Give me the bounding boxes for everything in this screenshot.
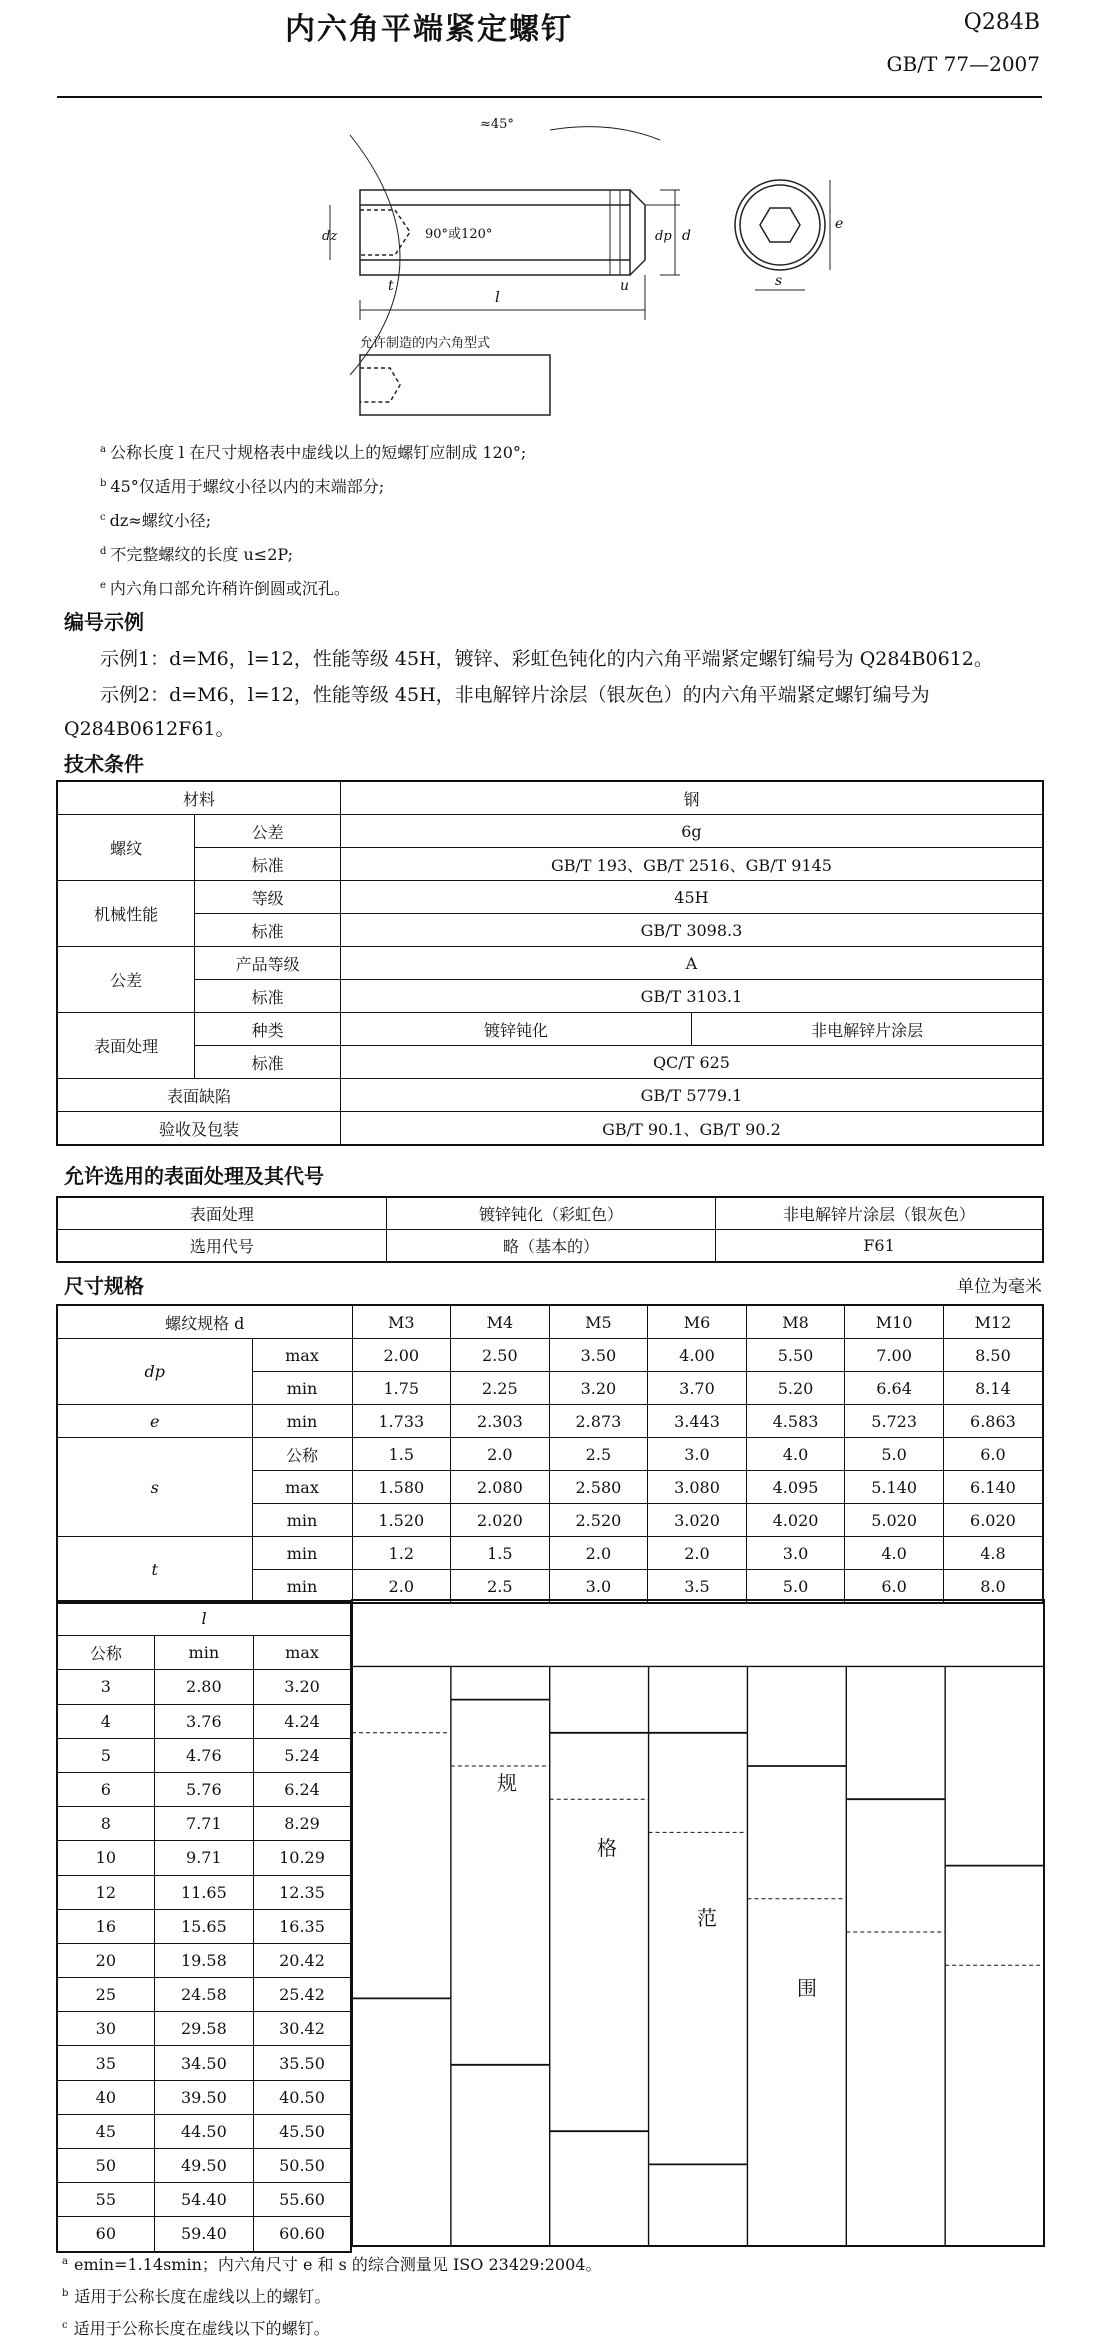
row-sub: max [252, 1471, 352, 1504]
tech-defect-label: 表面缺陷 [57, 1079, 340, 1112]
row-sub: min [252, 1504, 352, 1537]
angle-label-mid: 90°或120° [425, 227, 493, 242]
size-cell: 3.0 [746, 1537, 845, 1570]
length-row [57, 2149, 351, 2183]
length-row [57, 2114, 351, 2148]
s-row-label: s [57, 1438, 252, 1537]
size-cell: 5.020 [845, 1504, 944, 1537]
tech-cell: 45H [340, 881, 1043, 914]
length-cell: 20.42 [254, 1943, 351, 1977]
alt-socket-caption: 允许制造的内六角型式 [360, 336, 491, 351]
length-row [57, 2217, 351, 2252]
standard-number: GB/T 77—2007 [886, 52, 1040, 76]
tech-cell: 公差 [195, 815, 341, 848]
tech-mech-label: 机械性能 [57, 881, 195, 947]
size-cell: 3.020 [648, 1504, 747, 1537]
length-cell: 7.71 [154, 1807, 253, 1841]
length-cell: 30.42 [254, 2012, 351, 2046]
size-cell: 2.5 [549, 1438, 648, 1471]
size-cell: 3.0 [549, 1570, 648, 1604]
size-cell: 6.020 [943, 1504, 1043, 1537]
length-row [57, 1772, 351, 1806]
size-cell: 4.0 [845, 1537, 944, 1570]
size-cell: 2.00 [352, 1339, 451, 1372]
length-cell: 60.60 [254, 2217, 351, 2252]
size-cell: 6.64 [845, 1372, 944, 1405]
d-label: d [682, 228, 691, 244]
range-word-2: 格 [597, 1836, 617, 1860]
length-row [57, 2183, 351, 2217]
size-cell: 4.8 [943, 1537, 1043, 1570]
length-cell: 4 [57, 1704, 154, 1738]
thread-header: M5 [549, 1305, 648, 1339]
screw-drawing [322, 110, 870, 430]
size-cell: 6.0 [845, 1570, 944, 1604]
size-cell: 3.70 [648, 1372, 747, 1405]
length-cell: 45.50 [254, 2114, 351, 2148]
unit-label: 单位为毫米 [957, 1277, 1042, 1297]
footnote-b: $^b$ 适用于公称长度在虚线以上的螺钉。 [62, 2287, 331, 2306]
length-cell: 59.40 [154, 2217, 253, 2252]
length-cell: 10 [57, 1841, 154, 1875]
length-row [57, 1704, 351, 1738]
length-cell: 19.58 [154, 1943, 253, 1977]
range-word-1: 规 [497, 1771, 517, 1795]
alt-socket-body [360, 355, 550, 415]
length-cell: 5.76 [154, 1772, 253, 1806]
tech-cell: 镀锌钝化 [340, 1013, 691, 1046]
length-cell: 3.76 [154, 1704, 253, 1738]
size-cell: 3.20 [549, 1372, 648, 1405]
length-cell: 3.20 [254, 1670, 351, 1704]
tech-cell: QC/T 625 [340, 1046, 1043, 1079]
length-cell: 3 [57, 1670, 154, 1704]
length-cell: 35.50 [254, 2046, 351, 2080]
length-cell: 2.80 [154, 1670, 253, 1704]
size-cell: 1.580 [352, 1471, 451, 1504]
thread-header: M10 [845, 1305, 944, 1339]
size-cell: 2.50 [451, 1339, 550, 1372]
length-cell: 16 [57, 1909, 154, 1943]
length-cell: 25.42 [254, 1978, 351, 2012]
t-row-label: t [57, 1537, 252, 1604]
note-b: $^b$ 45°仅适用于螺纹小径以内的末端部分; [100, 477, 385, 496]
thread-header: M12 [943, 1305, 1043, 1339]
size-cell: 4.0 [746, 1438, 845, 1471]
length-row [57, 1875, 351, 1909]
options-heading: 允许选用的表面处理及其代号 [64, 1164, 324, 1188]
size-cell: 2.0 [648, 1537, 747, 1570]
screw-body [360, 190, 630, 275]
thread-header: M3 [352, 1305, 451, 1339]
tech-cell: A [340, 947, 1043, 980]
length-col-header: 公称 [57, 1636, 154, 1670]
row-sub: 公称 [252, 1438, 352, 1471]
length-cell: 50 [57, 2149, 154, 2183]
footnote-a: $^a$ emin=1.14smin；内六角尺寸 e 和 s 的综合测量见 ISO 23429:2004。 [62, 2255, 602, 2274]
length-cell: 45 [57, 2114, 154, 2148]
size-cell: 8.0 [943, 1570, 1043, 1604]
size-cell: 5.723 [845, 1405, 944, 1438]
size-cell: 4.020 [746, 1504, 845, 1537]
length-cell: 29.58 [154, 2012, 253, 2046]
length-cell: 8.29 [254, 1807, 351, 1841]
tech-cell: GB/T 5779.1 [340, 1079, 1043, 1112]
size-cell: 2.303 [451, 1405, 550, 1438]
note-e: $^e$ 内六角口部允许稍许倒圆或沉孔。 [100, 579, 350, 598]
header-divider [57, 96, 1042, 98]
options-cell: 选用代号 [57, 1230, 386, 1263]
length-cell: 30 [57, 2012, 154, 2046]
size-cell: 1.733 [352, 1405, 451, 1438]
length-cell: 40 [57, 2080, 154, 2114]
length-row [57, 1943, 351, 1977]
length-cell: 55.60 [254, 2183, 351, 2217]
size-cell: 2.0 [352, 1570, 451, 1604]
sizes-heading: 尺寸规格 [64, 1274, 144, 1298]
thread-spec-label: 螺纹规格 d [57, 1305, 352, 1339]
length-row [57, 1807, 351, 1841]
tech-cell: 产品等级 [195, 947, 341, 980]
length-cell: 39.50 [154, 2080, 253, 2114]
range-word-4: 围 [797, 1976, 817, 2000]
tech-cell: GB/T 3103.1 [340, 980, 1043, 1013]
length-cell: 10.29 [254, 1841, 351, 1875]
tech-cell: GB/T 3098.3 [340, 914, 1043, 947]
size-cell: 2.020 [451, 1504, 550, 1537]
length-row [57, 1978, 351, 2012]
size-cell: 3.443 [648, 1405, 747, 1438]
size-cell: 2.873 [549, 1405, 648, 1438]
tech-material-label: 材料 [57, 781, 340, 815]
size-cell: 6.863 [943, 1405, 1043, 1438]
size-cell: 4.583 [746, 1405, 845, 1438]
length-cell: 11.65 [154, 1875, 253, 1909]
length-cell: 8 [57, 1807, 154, 1841]
size-cell: 7.00 [845, 1339, 944, 1372]
length-row [57, 1841, 351, 1875]
options-cell: 镀锌钝化（彩虹色） [386, 1197, 715, 1230]
length-cell: 4.76 [154, 1738, 253, 1772]
length-row [57, 1738, 351, 1772]
size-cell: 6.140 [943, 1471, 1043, 1504]
tech-cell: 标准 [195, 980, 341, 1013]
e-row-label: e [57, 1405, 252, 1438]
length-cell: 6 [57, 1772, 154, 1806]
size-cell: 1.5 [352, 1438, 451, 1471]
size-cell: 5.140 [845, 1471, 944, 1504]
size-cell: 1.2 [352, 1537, 451, 1570]
tech-cell: 6g [340, 815, 1043, 848]
tech-accept-label: 验收及包装 [57, 1112, 340, 1146]
size-cell: 2.5 [451, 1570, 550, 1604]
size-cell: 3.080 [648, 1471, 747, 1504]
size-cell: 5.0 [845, 1438, 944, 1471]
dp-row-label: dp [57, 1339, 252, 1405]
u-label: u [620, 278, 630, 294]
tech-material-value: 钢 [340, 781, 1043, 815]
tech-tol-label: 公差 [57, 947, 195, 1013]
row-sub: min [252, 1372, 352, 1405]
size-cell: 1.75 [352, 1372, 451, 1405]
options-cell: 表面处理 [57, 1197, 386, 1230]
length-cell: 12 [57, 1875, 154, 1909]
tech-cell: 标准 [195, 914, 341, 947]
size-cell: 2.0 [451, 1438, 550, 1471]
size-cell: 2.080 [451, 1471, 550, 1504]
size-cell: 2.580 [549, 1471, 648, 1504]
row-sub: min [252, 1570, 352, 1604]
size-cell: 3.5 [648, 1570, 747, 1604]
options-cell: 略（基本的） [386, 1230, 715, 1263]
thread-header: M6 [648, 1305, 747, 1339]
row-sub: min [252, 1405, 352, 1438]
length-cell: 4.24 [254, 1704, 351, 1738]
size-cell: 2.25 [451, 1372, 550, 1405]
tech-cell: 标准 [195, 848, 341, 881]
size-cell: 2.520 [549, 1504, 648, 1537]
length-cell: 15.65 [154, 1909, 253, 1943]
length-row [57, 1909, 351, 1943]
length-cell: 6.24 [254, 1772, 351, 1806]
length-cell: 16.35 [254, 1909, 351, 1943]
tech-table [56, 780, 1044, 1146]
hex-socket [760, 208, 800, 242]
dp-label: dp [655, 229, 672, 244]
length-cell: 54.40 [154, 2183, 253, 2217]
t-label: t [388, 278, 394, 294]
tech-surface-label: 表面处理 [57, 1013, 195, 1079]
page-title: 内六角平端紧定螺钉 [285, 12, 573, 47]
length-label-header: l [57, 1601, 351, 1636]
tech-heading: 技术条件 [64, 752, 144, 776]
end-view-circle [735, 180, 825, 270]
thread-header: M8 [746, 1305, 845, 1339]
length-row [57, 2080, 351, 2114]
row-sub: min [252, 1537, 352, 1570]
length-col-header: min [154, 1636, 253, 1670]
e-label: e [835, 216, 844, 232]
length-table [56, 1600, 352, 2253]
options-table [56, 1196, 1044, 1263]
size-cell: 1.520 [352, 1504, 451, 1537]
length-cell: 55 [57, 2183, 154, 2217]
options-cell: 非电解锌片涂层（银灰色） [716, 1197, 1043, 1230]
tech-thread-label: 螺纹 [57, 815, 195, 881]
length-row [57, 2046, 351, 2080]
size-cell: 3.50 [549, 1339, 648, 1372]
size-cell: 8.14 [943, 1372, 1043, 1405]
length-cell: 5.24 [254, 1738, 351, 1772]
note-a: $^a$ 公称长度 l 在尺寸规格表中虚线以上的短螺钉应制成 120°; [100, 443, 527, 462]
tech-cell: 非电解锌片涂层 [692, 1013, 1043, 1046]
size-cell: 2.0 [549, 1537, 648, 1570]
size-cell: 6.0 [943, 1438, 1043, 1471]
part-code: Q284B [963, 10, 1040, 35]
length-cell: 24.58 [154, 1978, 253, 2012]
example-1: 示例1：d=M6，l=12，性能等级 45H，镀锌、彩虹色钝化的内六角平端紧定螺钉编号为 Q284B0612。 [100, 648, 993, 670]
length-row [57, 2012, 351, 2046]
footnote-c: $^c$ 适用于公称长度在虚线以下的螺钉。 [62, 2319, 330, 2338]
size-cell: 3.0 [648, 1438, 747, 1471]
row-sub: max [252, 1339, 352, 1372]
size-cell: 4.095 [746, 1471, 845, 1504]
length-col-header: max [254, 1636, 351, 1670]
length-cell: 20 [57, 1943, 154, 1977]
options-cell: F61 [716, 1230, 1043, 1263]
size-cell: 5.20 [746, 1372, 845, 1405]
length-cell: 25 [57, 1978, 154, 2012]
s-label: s [775, 273, 783, 289]
length-label: l [495, 288, 500, 306]
example-2: 示例2：d=M6，l=12，性能等级 45H，非电解锌片涂层（银灰色）的内六角平端紧定螺钉编号为 [100, 684, 930, 706]
length-cell: 34.50 [154, 2046, 253, 2080]
dz-label: dz [322, 229, 338, 244]
range-word-3: 范 [697, 1906, 717, 1930]
size-cell: 8.50 [943, 1339, 1043, 1372]
length-row [57, 1670, 351, 1704]
tech-cell: 标准 [195, 1046, 341, 1079]
tech-cell: GB/T 193、GB/T 2516、GB/T 9145 [340, 848, 1043, 881]
angle-label-top: ≈45° [480, 117, 514, 132]
note-c: $^c$ dz≈螺纹小径; [100, 511, 212, 530]
size-cell: 1.5 [451, 1537, 550, 1570]
length-cell: 49.50 [154, 2149, 253, 2183]
example-2-cont: Q284B0612F61。 [64, 718, 235, 740]
length-cell: 12.35 [254, 1875, 351, 1909]
numbering-heading: 编号示例 [64, 610, 144, 634]
length-cell: 5 [57, 1738, 154, 1772]
length-cell: 9.71 [154, 1841, 253, 1875]
size-table [56, 1304, 1044, 1604]
length-cell: 50.50 [254, 2149, 351, 2183]
length-cell: 40.50 [254, 2080, 351, 2114]
note-d: $^d$ 不完整螺纹的长度 u≤2P; [100, 545, 293, 564]
tech-cell: 种类 [195, 1013, 341, 1046]
size-cell: 5.50 [746, 1339, 845, 1372]
length-cell: 35 [57, 2046, 154, 2080]
size-cell: 4.00 [648, 1339, 747, 1372]
tech-cell: 等级 [195, 881, 341, 914]
spec-range-chart [352, 1600, 1044, 2246]
tech-cell: GB/T 90.1、GB/T 90.2 [340, 1112, 1043, 1146]
size-cell: 5.0 [746, 1570, 845, 1604]
thread-header: M4 [451, 1305, 550, 1339]
length-cell: 60 [57, 2217, 154, 2252]
length-cell: 44.50 [154, 2114, 253, 2148]
